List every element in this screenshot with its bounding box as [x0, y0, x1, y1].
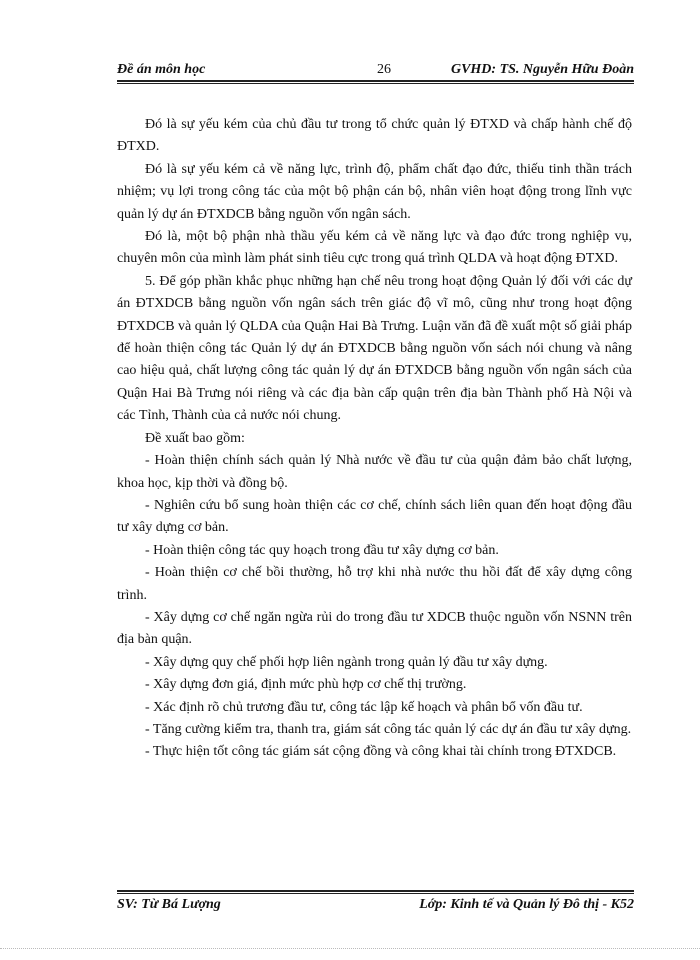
list-item: - Xác định rõ chủ trương đầu tư, công tác lập kế hoạch và phân bổ vốn đầu tư. [145, 699, 583, 715]
header-divider-thin [117, 83, 634, 84]
page-body [117, 114, 632, 764]
header-course-title: Đề án môn học [117, 62, 206, 77]
list-item: - Hoàn thiện cơ chế bồi thường, hỗ trợ khi nhà nước thu hồi đất để xây dựng công trình. [117, 565, 632, 603]
page-footer [117, 897, 634, 917]
header-divider [117, 80, 634, 82]
footer-class: Lớp: Kinh tế và Quản lý Đô thị - K52 [419, 897, 634, 912]
footer-divider-thin [117, 893, 634, 894]
list-item: - Nghiên cứu bổ sung hoàn thiện các cơ chế, chính sách liên quan đến hoạt động đầu tư xây dựng cơ bản. [117, 497, 632, 536]
page-number: 26 [377, 62, 391, 77]
list-item: - Xây dựng cơ chế ngăn ngừa rủi do trong đầu tư XDCB thuộc nguồn vốn NSNN trên địa bàn quận. [117, 609, 632, 648]
footer-divider [117, 890, 634, 892]
paragraph: Đó là sự yếu kém của chủ đầu tư trong tổ chức quản lý ĐTXD và chấp hành chế độ ĐTXD. [117, 117, 632, 155]
list-item: - Tăng cường kiểm tra, thanh tra, giám sát công tác quản lý các dự án đầu tư xây dựng. [145, 721, 632, 737]
list-item: - Hoàn thiện chính sách quản lý Nhà nước về đầu tư của quận đảm bảo chất lượng, khoa học, kịp thời và đồng bộ. [117, 453, 632, 491]
page-break-line [0, 948, 700, 949]
paragraph: Đó là sự yếu kém cả về năng lực, trình độ, phẩm chất đạo đức, thiếu tinh thần trách nhiệm; vụ lợi trong công tác của một bộ phận cán bộ, nhân viên hoạt động trong lĩnh vực quản lý dự án ĐTXDCB bằng nguồn vốn ngân sách. [117, 161, 632, 222]
footer-student: SV: Từ Bá Lượng [117, 897, 221, 912]
list-item: - Xây dựng đơn giá, định mức phù hợp cơ chế thị trường. [145, 677, 467, 693]
header-advisor: GVHD: TS. Nguyễn Hữu Đoàn [450, 62, 634, 77]
paragraph: Đó là, một bộ phận nhà thầu yếu kém cả về năng lực và đạo đức trong nghiệp vụ, chuyên môn của mình làm phát sinh tiêu cực trong quá trình QLDA và hoạt động ĐTXD. [117, 229, 632, 267]
list-item: - Xây dựng quy chế phối hợp liên ngành trong quản lý đầu tư xây dựng. [145, 654, 548, 670]
list-item: - Thực hiện tốt công tác giám sát cộng đồng và công khai tài chính trong ĐTXDCB. [145, 744, 617, 760]
paragraph: Đề xuất bao gồm: [145, 430, 245, 446]
list-item: - Hoàn thiện công tác quy hoạch trong đầu tư xây dựng cơ bản. [145, 542, 499, 558]
page-header [117, 54, 634, 78]
paragraph: 5. Để góp phần khắc phục những hạn chế nêu trong hoạt động Quản lý đối với các dự án ĐTXDCB bằng nguồn vốn ngân sách trên giác độ vĩ mô, cũng như trong hoạt động ĐTXDCB và quản lý QLDA của Quận Hai Bà Trưng. Luận văn đã đề xuất một số giải pháp để hoàn thiện công tác Quản lý dự án ĐTXDCB bằng nguồn vốn sách nói chung và nâng cao hiệu quả, chất lượng công tác quản lý dự án ĐTXDCB bằng nguồn vốn ngân sách của Quận Hai Bà Trưng nói riêng và các địa bàn cấp quận trên địa bàn Thành phố Hà Nội và các Tỉnh, Thành của cả nước nói chung. [117, 273, 633, 424]
